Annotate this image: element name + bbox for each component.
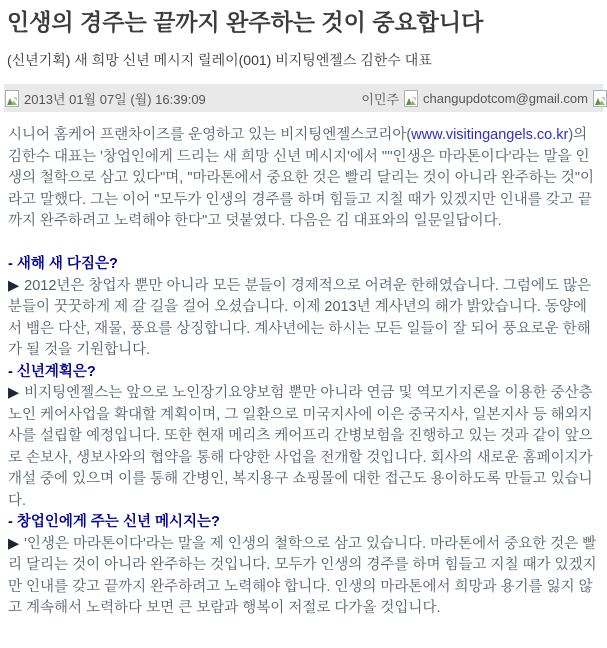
qa-answer-new-year-plan	[8, 383, 600, 512]
answer-bullet-icon: ▶	[8, 385, 20, 401]
author-email: changupdotcom@gmail.com	[423, 90, 588, 106]
broken-image-icon	[404, 90, 418, 107]
qa-answer-new-year-resolution	[8, 276, 600, 362]
article-title: 인생의 경주는 끝까지 완주하는 것이 중요합니다	[7, 9, 484, 35]
article-date: 2013년 01월 07일 (월) 16:39:09	[24, 91, 206, 107]
paragraph-spacer	[8, 233, 600, 255]
author-name: 이민주	[361, 91, 400, 107]
answer-bullet-icon: ▶	[8, 535, 20, 552]
answer-text: 비지팅엔젤스는 앞으로 노인장기요양보험 뿐만 아니라 연금 및 역모기지론을 이용한 중산층노인 케어사업을 확대할 계획이며, 그 일환으로 미국지사에 이은 중국지사, 일본지사 등 해외지사를 설립할 예정입니다. 또한 현재 메리츠 케어프리 간병보험을 진행하고 있는 것과 같이 앞으로 손보사, 생보사와의 협약을 통해 다양한 사업을 전개할 것입니다. 회사의 새로운 홈페이지가 개설 중에 있으며 이를 통해 간병인, 복지용구 쇼핑몰에 대한 접근도 용이하도록 만들고 있습니다.	[8, 385, 593, 509]
meta-author-group	[361, 89, 603, 108]
article-body	[8, 125, 600, 620]
broken-image-icon	[593, 90, 607, 107]
qa-question-new-year-plan: - 신년계획은?	[8, 363, 96, 380]
answer-text: '인생은 마라톤이다'라는 말을 제 인생의 철학으로 삼고 있습니다. 마라톤에서 중요한 것은 빨리 달리는 것이 아니라 완주하는 것입니다. 모두가 인생의 경주를 하며 힘들고 지칠 때가 있겠지만 인내를 갖고 끝까지 완주하려고 노력해야 합니다. 인생의 마라톤에서 희망과 용기를 잃지 않고 계속해서 노력하다 보면 큰 보람과 행복이 저절로 다가올 것입니다.	[8, 535, 597, 616]
intro-paragraph	[8, 125, 600, 233]
intro-text-after-link: )의 김한수 대표는 '창업인에게 드리는 새 희망 신년 메시지'에서 "''인생은 마라톤이다'라는 말을 인생의 철학으로 삼고 있다"며, "마라톤에서 중요한 것은 빨리 달리는 것이 아니라 완주하는 것"이라고 말했다. 그는 이어 "모두가 인생의 경주를 하며 힘들고 지칠 때가 있겠지만 인내를 갖고 끝까지 완주하려고 노력해야 한다"고 덧붙였다. 다음은 김 대표와의 일문일답이다.	[8, 127, 595, 229]
article-subtitle: (신년기획) 새 희망 신년 메시지 릴레이(001) 비지팅엔젤스 김한수 대표	[7, 52, 432, 68]
answer-bullet-icon: ▶	[8, 277, 20, 294]
qa-question-new-year-resolution: - 새해 새 다짐은?	[8, 256, 118, 272]
qa-question-message-to-founders: - 창업인에게 주는 신년 메시지는?	[8, 514, 220, 530]
meta-bar	[4, 84, 603, 112]
answer-text: 2012년은 창업자 뿐만 아니라 모든 분들이 경제적으로 어려운 한해였습니다. 그럼에도 많은 분들이 꿋꿋하게 제 갈 길을 걸어 오셨습니다. 이제 2013년 계사년의 해가 밝았습니다. 동양에서 뱀은 다산, 재물, 풍요를 상징합니다. 계사년에는 하시는 모든 일들이 잘 되어 풍요로운 한해가 될 것을 기원합니다.	[8, 277, 591, 358]
intro-text-before-link: 시니어 홈케어 프랜차이즈를 운영하고 있는 비지팅엔젤스코리아(	[8, 127, 412, 143]
broken-image-icon	[5, 90, 19, 107]
meta-date-group	[5, 89, 206, 108]
qa-answer-message-to-founders	[8, 534, 600, 620]
website-link[interactable]: www.visitingangels.co.kr	[411, 127, 569, 143]
